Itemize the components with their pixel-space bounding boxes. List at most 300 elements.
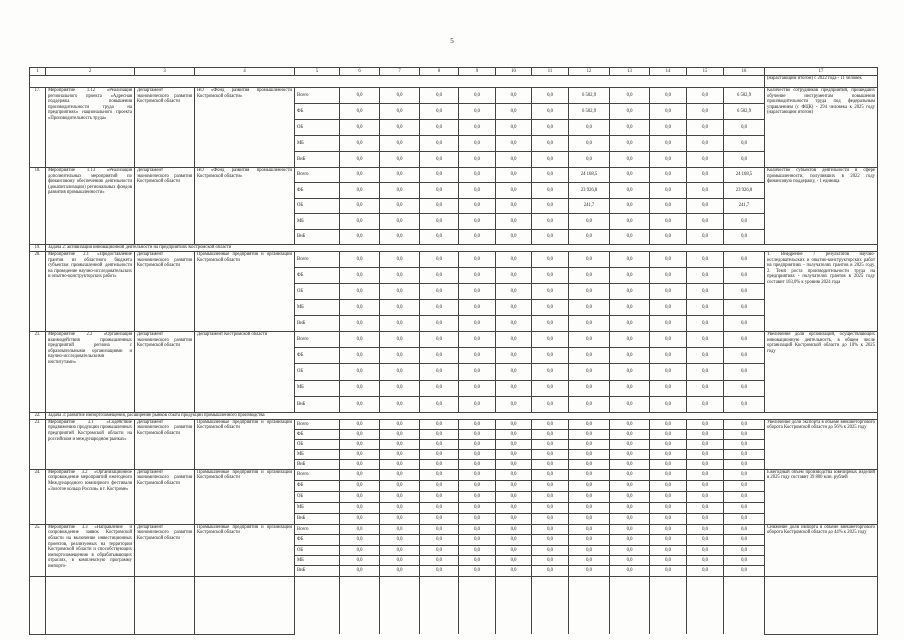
funding-value: 0,0 bbox=[340, 229, 380, 244]
empty-cell bbox=[195, 576, 295, 634]
funding-value: 0,0 bbox=[380, 198, 420, 213]
funding-source: МБ bbox=[295, 502, 340, 513]
empty-cell bbox=[569, 576, 610, 634]
funding-value: 0,0 bbox=[532, 214, 569, 229]
funding-source: ВнБ bbox=[295, 513, 340, 524]
funding-value: 0,0 bbox=[610, 459, 650, 469]
funding-value: 0,0 bbox=[650, 229, 687, 244]
funding-value: 0,0 bbox=[724, 152, 765, 168]
funding-value: 0,0 bbox=[569, 396, 610, 412]
empty-cell bbox=[30, 76, 765, 88]
funding-value: 0,0 bbox=[610, 429, 650, 439]
funding-source: ОБ bbox=[295, 545, 340, 555]
funding-source: ВнБ bbox=[295, 566, 340, 576]
funding-value: 241,7 bbox=[724, 198, 765, 213]
funding-value: 0,0 bbox=[610, 419, 650, 429]
funding-value: 0,0 bbox=[650, 331, 687, 347]
funding-value: 0,0 bbox=[650, 152, 687, 168]
participant: НО «Фонд развития промышленности Костромской области» bbox=[195, 168, 295, 245]
funding-value: 0,0 bbox=[459, 299, 496, 315]
funding-value: 0,0 bbox=[610, 545, 650, 555]
funding-value: 0,0 bbox=[496, 183, 532, 198]
funding-value: 0,0 bbox=[687, 364, 724, 380]
column-number: 16 bbox=[724, 68, 765, 76]
funding-value: 0,0 bbox=[610, 364, 650, 380]
funding-value: 0,0 bbox=[380, 469, 420, 480]
funding-value: 0,0 bbox=[420, 545, 459, 555]
funding-value: 241,7 bbox=[569, 198, 610, 213]
funding-value: 0,0 bbox=[340, 449, 380, 459]
funding-value: 0,0 bbox=[532, 229, 569, 244]
funding-value: 0,0 bbox=[650, 469, 687, 480]
task-row bbox=[30, 244, 878, 251]
header-row bbox=[30, 68, 878, 76]
funding-value: 0,0 bbox=[340, 396, 380, 412]
measure-name: Мероприятие 3.3 «Направление и сопровождение заявок Костромской области на включение инвестиционных проектов, реализуемых на территории Костромской области и способствующих импортозамещению в обрабатывающих отраслях, в комплексную программу импорто- bbox=[46, 524, 135, 576]
column-number: 17 bbox=[765, 68, 878, 76]
funding-value: 0,0 bbox=[380, 491, 420, 502]
funding-value: 0,0 bbox=[724, 267, 765, 283]
expected-result: Снижение доли импорта в объеме внешнеторгового оборота Костромской области до 44% к 2025 году bbox=[765, 524, 878, 576]
participant: Промышленные предприятия и организации Костромской области bbox=[195, 524, 295, 576]
funding-source: Всего bbox=[295, 469, 340, 480]
funding-value: 0,0 bbox=[687, 545, 724, 555]
responsible-executor: Департамент экономического развития Костромской области bbox=[135, 469, 195, 524]
participant: Промышленные предприятия и организации Костромской области bbox=[195, 251, 295, 331]
funding-value: 0,0 bbox=[380, 267, 420, 283]
funding-value: 0,0 bbox=[380, 556, 420, 566]
empty-cell bbox=[135, 576, 195, 634]
funding-value: 0,0 bbox=[650, 251, 687, 267]
funding-value: 0,0 bbox=[724, 419, 765, 429]
funding-value: 0,0 bbox=[496, 251, 532, 267]
funding-value: 0,0 bbox=[569, 283, 610, 299]
table-row bbox=[30, 419, 878, 429]
funding-value: 0,0 bbox=[650, 120, 687, 136]
funding-value: 0,0 bbox=[687, 267, 724, 283]
funding-value: 0,0 bbox=[687, 502, 724, 513]
funding-value: 0,0 bbox=[610, 480, 650, 491]
funding-value: 0,0 bbox=[459, 513, 496, 524]
funding-source: ФБ bbox=[295, 267, 340, 283]
funding-value: 0,0 bbox=[650, 545, 687, 555]
funding-value: 0,0 bbox=[340, 299, 380, 315]
table-row bbox=[30, 168, 878, 183]
funding-value: 0,0 bbox=[459, 88, 496, 104]
responsible-executor: Департамент экономического развития Костромской области bbox=[135, 88, 195, 168]
funding-value: 0,0 bbox=[532, 315, 569, 331]
funding-value: 0,0 bbox=[532, 469, 569, 480]
funding-value: 0,0 bbox=[724, 396, 765, 412]
participant: Промышленные предприятия и организации Костромской области bbox=[195, 419, 295, 469]
funding-value: 0,0 bbox=[650, 214, 687, 229]
funding-value: 0,0 bbox=[532, 183, 569, 198]
funding-value: 0,0 bbox=[496, 449, 532, 459]
funding-value: 0,0 bbox=[650, 183, 687, 198]
funding-value: 0,0 bbox=[610, 556, 650, 566]
funding-value: 0,0 bbox=[687, 315, 724, 331]
empty-cell bbox=[340, 576, 380, 634]
funding-value: 0,0 bbox=[687, 419, 724, 429]
funding-value: 0,0 bbox=[459, 449, 496, 459]
funding-value: 0,0 bbox=[496, 439, 532, 449]
column-number: 13 bbox=[610, 68, 650, 76]
funding-value: 0,0 bbox=[687, 283, 724, 299]
column-number: 8 bbox=[420, 68, 459, 76]
funding-value: 0,0 bbox=[724, 429, 765, 439]
funding-value: 0,0 bbox=[687, 183, 724, 198]
funding-value: 0,0 bbox=[459, 364, 496, 380]
funding-value: 0,0 bbox=[569, 491, 610, 502]
funding-value: 0,0 bbox=[687, 229, 724, 244]
funding-value: 0,0 bbox=[687, 535, 724, 545]
funding-value: 0,0 bbox=[532, 535, 569, 545]
funding-value: 0,0 bbox=[496, 513, 532, 524]
funding-value: 24 168,5 bbox=[569, 168, 610, 183]
funding-value: 0,0 bbox=[496, 120, 532, 136]
funding-value: 0,0 bbox=[610, 283, 650, 299]
funding-value: 0,0 bbox=[532, 283, 569, 299]
funding-value: 0,0 bbox=[420, 348, 459, 364]
expected-result: 1. Внедрение 7 результатов научно-исследовательских и опытно-конструкторских работ на предприятиях - получателях грантов в 2025 году. 2. Темп роста производительности труда на предприятиях - получателях грантов в 2025 году составит 103,0% к уровню 2024 года bbox=[765, 251, 878, 331]
funding-value: 0,0 bbox=[650, 480, 687, 491]
funding-value: 0,0 bbox=[569, 480, 610, 491]
funding-value: 0,0 bbox=[610, 513, 650, 524]
funding-value: 0,0 bbox=[724, 491, 765, 502]
funding-value: 0,0 bbox=[687, 380, 724, 396]
funding-source: ФБ bbox=[295, 480, 340, 491]
measure-name: Мероприятие 1.13 «Реализация дополнительных мероприятий по финансовому обеспечению деятельности (докапитализации) региональных фондов развития промышленности» bbox=[46, 168, 135, 245]
row-number: 17. bbox=[30, 88, 46, 168]
funding-value: 0,0 bbox=[420, 535, 459, 545]
funding-value: 0,0 bbox=[532, 419, 569, 429]
funding-value: 0,0 bbox=[459, 480, 496, 491]
table-row bbox=[30, 469, 878, 480]
funding-value: 0,0 bbox=[420, 469, 459, 480]
funding-value: 0,0 bbox=[459, 566, 496, 576]
funding-value: 0,0 bbox=[610, 120, 650, 136]
funding-value: 0,0 bbox=[569, 380, 610, 396]
funding-value: 0,0 bbox=[610, 315, 650, 331]
funding-value: 0,0 bbox=[724, 120, 765, 136]
funding-value: 0,0 bbox=[420, 459, 459, 469]
funding-value: 0,0 bbox=[380, 120, 420, 136]
funding-value: 0,0 bbox=[459, 535, 496, 545]
funding-source: ВнБ bbox=[295, 315, 340, 331]
funding-value: 0,0 bbox=[687, 449, 724, 459]
funding-value: 0,0 bbox=[610, 491, 650, 502]
funding-value: 0,0 bbox=[650, 364, 687, 380]
funding-value: 0,0 bbox=[650, 535, 687, 545]
funding-value: 0,0 bbox=[724, 502, 765, 513]
funding-value: 0,0 bbox=[380, 449, 420, 459]
funding-value: 0,0 bbox=[569, 229, 610, 244]
funding-value: 0,0 bbox=[420, 524, 459, 534]
funding-value: 0,0 bbox=[610, 152, 650, 168]
funding-value: 0,0 bbox=[687, 214, 724, 229]
funding-value: 0,0 bbox=[687, 88, 724, 104]
funding-value: 0,0 bbox=[459, 198, 496, 213]
funding-value: 0,0 bbox=[532, 88, 569, 104]
funding-value: 0,0 bbox=[459, 120, 496, 136]
funding-value: 0,0 bbox=[532, 136, 569, 152]
funding-value: 0,0 bbox=[459, 524, 496, 534]
funding-value: 0,0 bbox=[420, 556, 459, 566]
empty-cell bbox=[30, 576, 46, 634]
row-number: 25. bbox=[30, 524, 46, 576]
funding-value: 0,0 bbox=[569, 136, 610, 152]
participant: НО «Фонд развития промышленности Костромской области» bbox=[195, 88, 295, 168]
funding-value: 0,0 bbox=[380, 88, 420, 104]
funding-value: 0,0 bbox=[687, 152, 724, 168]
funding-value: 0,0 bbox=[532, 152, 569, 168]
funding-value: 0,0 bbox=[380, 331, 420, 347]
funding-value: 0,0 bbox=[380, 136, 420, 152]
funding-value: 0,0 bbox=[420, 566, 459, 576]
funding-value: 0,0 bbox=[569, 449, 610, 459]
funding-value: 0,0 bbox=[380, 152, 420, 168]
funding-value: 0,0 bbox=[420, 429, 459, 439]
funding-value: 0,0 bbox=[610, 168, 650, 183]
responsible-executor: Департамент экономического развития Костромской области bbox=[135, 524, 195, 576]
funding-value: 0,0 bbox=[380, 104, 420, 120]
funding-value: 0,0 bbox=[340, 556, 380, 566]
funding-value: 0,0 bbox=[380, 535, 420, 545]
funding-value: 0,0 bbox=[380, 283, 420, 299]
funding-value: 0,0 bbox=[420, 136, 459, 152]
column-number: 5 bbox=[295, 68, 340, 76]
funding-value: 0,0 bbox=[380, 545, 420, 555]
funding-source: ОБ bbox=[295, 491, 340, 502]
funding-value: 0,0 bbox=[687, 524, 724, 534]
funding-value: 0,0 bbox=[459, 491, 496, 502]
funding-value: 0,0 bbox=[459, 331, 496, 347]
funding-value: 0,0 bbox=[340, 267, 380, 283]
task-title: Задача 3: развитие импортозамещения, расширение рынков сбыта продукции промышленного производства bbox=[46, 412, 878, 419]
funding-value: 0,0 bbox=[496, 502, 532, 513]
funding-value: 0,0 bbox=[380, 502, 420, 513]
measure-name: Мероприятие 2.1 «Предоставление грантов из областного бюджета субъектам промышленной деятельности на проведение научно-исследовательских и опытно-конструкторских работ» bbox=[46, 251, 135, 331]
result-cell: (нарастающим итогом) с 2022 года - 11 человек bbox=[765, 76, 878, 88]
row-number: 22. bbox=[30, 412, 46, 419]
funding-source: Всего bbox=[295, 331, 340, 347]
funding-value: 0,0 bbox=[724, 545, 765, 555]
funding-value: 0,0 bbox=[496, 459, 532, 469]
funding-value: 0,0 bbox=[420, 364, 459, 380]
funding-value: 0,0 bbox=[496, 315, 532, 331]
responsible-executor: Департамент экономического развития Костромской области bbox=[135, 251, 195, 331]
funding-source: Всего bbox=[295, 168, 340, 183]
funding-value: 0,0 bbox=[724, 439, 765, 449]
funding-value: 0,0 bbox=[380, 348, 420, 364]
table-row bbox=[30, 251, 878, 267]
table-row bbox=[30, 331, 878, 347]
funding-value: 0,0 bbox=[459, 459, 496, 469]
funding-value: 0,0 bbox=[459, 439, 496, 449]
funding-value: 0,0 bbox=[687, 459, 724, 469]
funding-value: 0,0 bbox=[340, 331, 380, 347]
funding-value: 0,0 bbox=[496, 545, 532, 555]
funding-source: ОБ bbox=[295, 283, 340, 299]
funding-value: 0,0 bbox=[687, 429, 724, 439]
funding-value: 0,0 bbox=[380, 299, 420, 315]
funding-value: 0,0 bbox=[724, 380, 765, 396]
funding-value: 0,0 bbox=[569, 535, 610, 545]
funding-source: МБ bbox=[295, 556, 340, 566]
funding-source: ОБ bbox=[295, 439, 340, 449]
funding-value: 0,0 bbox=[496, 331, 532, 347]
funding-value: 0,0 bbox=[724, 449, 765, 459]
funding-value: 0,0 bbox=[650, 380, 687, 396]
funding-value: 0,0 bbox=[380, 439, 420, 449]
funding-value: 0,0 bbox=[650, 502, 687, 513]
funding-value: 0,0 bbox=[610, 439, 650, 449]
funding-value: 0,0 bbox=[687, 566, 724, 576]
funding-value: 0,0 bbox=[380, 566, 420, 576]
continuation-row bbox=[30, 576, 878, 634]
funding-value: 0,0 bbox=[459, 545, 496, 555]
funding-value: 0,0 bbox=[420, 299, 459, 315]
funding-value: 0,0 bbox=[610, 396, 650, 412]
funding-value: 0,0 bbox=[532, 429, 569, 439]
funding-source: Всего bbox=[295, 419, 340, 429]
funding-value: 0,0 bbox=[687, 396, 724, 412]
funding-value: 0,0 bbox=[610, 566, 650, 576]
funding-value: 0,0 bbox=[420, 419, 459, 429]
funding-value: 0,0 bbox=[532, 480, 569, 491]
funding-value: 0,0 bbox=[459, 136, 496, 152]
funding-value: 0,0 bbox=[459, 104, 496, 120]
empty-cell bbox=[532, 576, 569, 634]
funding-source: ФБ bbox=[295, 429, 340, 439]
funding-value: 0,0 bbox=[724, 364, 765, 380]
empty-cell bbox=[380, 576, 420, 634]
funding-value: 0,0 bbox=[650, 439, 687, 449]
funding-value: 0,0 bbox=[532, 348, 569, 364]
empty-cell bbox=[459, 576, 496, 634]
funding-value: 0,0 bbox=[687, 104, 724, 120]
expected-result: Увеличение доли организаций, осуществляющих инновационную деятельность, в общем числе организаций Костромской области до 10% к 2025 году bbox=[765, 331, 878, 412]
funding-value: 0,0 bbox=[459, 267, 496, 283]
funding-value: 0,0 bbox=[420, 331, 459, 347]
funding-value: 0,0 bbox=[569, 364, 610, 380]
funding-value: 0,0 bbox=[496, 152, 532, 168]
funding-value: 0,0 bbox=[532, 459, 569, 469]
funding-value: 0,0 bbox=[420, 120, 459, 136]
funding-value: 0,0 bbox=[569, 502, 610, 513]
funding-value: 0,0 bbox=[496, 556, 532, 566]
funding-value: 0,0 bbox=[724, 480, 765, 491]
funding-value: 0,0 bbox=[724, 251, 765, 267]
expected-result: Количество субъектов деятельности в сфере промышленности, получивших в 2022 году финансовую поддержку, - 1 единица bbox=[765, 168, 878, 245]
funding-value: 0,0 bbox=[459, 183, 496, 198]
funding-value: 0,0 bbox=[687, 348, 724, 364]
funding-value: 0,0 bbox=[532, 331, 569, 347]
task-row bbox=[30, 412, 878, 419]
funding-value: 0,0 bbox=[380, 168, 420, 183]
funding-value: 0,0 bbox=[380, 524, 420, 534]
funding-value: 0,0 bbox=[532, 524, 569, 534]
expected-result: Количество сотрудников предприятий, прошедших обучение инструментам повышения производительности труда под федеральным управлением (с ФЦК) - 294 человека к 2025 году (нарастающим итогом) bbox=[765, 88, 878, 168]
expected-result: Увеличение доли экспорта в объеме внешнеторгового оборота Костромской области до 56% к 2025 году bbox=[765, 419, 878, 469]
funding-value: 0,0 bbox=[532, 364, 569, 380]
funding-value: 0,0 bbox=[340, 251, 380, 267]
funding-value: 0,0 bbox=[459, 168, 496, 183]
funding-value: 6 502,9 bbox=[724, 88, 765, 104]
carry-over-row bbox=[30, 76, 878, 88]
funding-value: 0,0 bbox=[340, 429, 380, 439]
funding-value: 0,0 bbox=[496, 524, 532, 534]
funding-source: Всего bbox=[295, 251, 340, 267]
funding-value: 0,0 bbox=[496, 396, 532, 412]
funding-value: 0,0 bbox=[420, 229, 459, 244]
funding-value: 0,0 bbox=[459, 348, 496, 364]
funding-value: 0,0 bbox=[569, 556, 610, 566]
funding-value: 0,0 bbox=[687, 299, 724, 315]
funding-value: 0,0 bbox=[340, 364, 380, 380]
column-number: 3 bbox=[135, 68, 195, 76]
funding-value: 0,0 bbox=[420, 183, 459, 198]
funding-value: 0,0 bbox=[532, 251, 569, 267]
funding-value: 0,0 bbox=[724, 348, 765, 364]
funding-value: 0,0 bbox=[650, 299, 687, 315]
funding-value: 0,0 bbox=[340, 439, 380, 449]
funding-source: ВнБ bbox=[295, 396, 340, 412]
funding-value: 0,0 bbox=[380, 251, 420, 267]
funding-value: 23 926,8 bbox=[724, 183, 765, 198]
funding-source: МБ bbox=[295, 380, 340, 396]
funding-value: 0,0 bbox=[420, 88, 459, 104]
funding-value: 0,0 bbox=[420, 251, 459, 267]
funding-value: 0,0 bbox=[724, 229, 765, 244]
funding-value: 0,0 bbox=[420, 315, 459, 331]
funding-source: ВнБ bbox=[295, 229, 340, 244]
funding-value: 0,0 bbox=[532, 120, 569, 136]
row-number: 24. bbox=[30, 469, 46, 524]
funding-value: 0,0 bbox=[724, 459, 765, 469]
funding-value: 0,0 bbox=[340, 480, 380, 491]
funding-value: 0,0 bbox=[569, 566, 610, 576]
funding-value: 0,0 bbox=[496, 229, 532, 244]
funding-value: 0,0 bbox=[340, 535, 380, 545]
funding-value: 0,0 bbox=[532, 502, 569, 513]
funding-value: 0,0 bbox=[420, 513, 459, 524]
funding-value: 0,0 bbox=[650, 566, 687, 576]
funding-value: 0,0 bbox=[724, 283, 765, 299]
funding-value: 0,0 bbox=[650, 104, 687, 120]
empty-cell bbox=[496, 576, 532, 634]
funding-value: 0,0 bbox=[496, 419, 532, 429]
funding-source: МБ bbox=[295, 214, 340, 229]
funding-value: 0,0 bbox=[380, 214, 420, 229]
funding-value: 0,0 bbox=[687, 136, 724, 152]
funding-value: 0,0 bbox=[420, 449, 459, 459]
funding-value: 0,0 bbox=[569, 524, 610, 534]
funding-value: 0,0 bbox=[459, 396, 496, 412]
empty-cell bbox=[295, 576, 340, 634]
funding-value: 0,0 bbox=[340, 168, 380, 183]
funding-value: 0,0 bbox=[496, 214, 532, 229]
funding-value: 0,0 bbox=[724, 524, 765, 534]
funding-value: 0,0 bbox=[610, 183, 650, 198]
funding-value: 0,0 bbox=[340, 315, 380, 331]
funding-value: 0,0 bbox=[340, 380, 380, 396]
measure-name: Мероприятие 1.12 «Реализация регионального проекта «Адресная поддержка повышения производительности труда на предприятиях» национального проекта «Производительность труда» bbox=[46, 88, 135, 168]
funding-value: 0,0 bbox=[496, 469, 532, 480]
funding-value: 0,0 bbox=[724, 535, 765, 545]
funding-value: 0,0 bbox=[687, 480, 724, 491]
funding-value: 0,0 bbox=[569, 545, 610, 555]
